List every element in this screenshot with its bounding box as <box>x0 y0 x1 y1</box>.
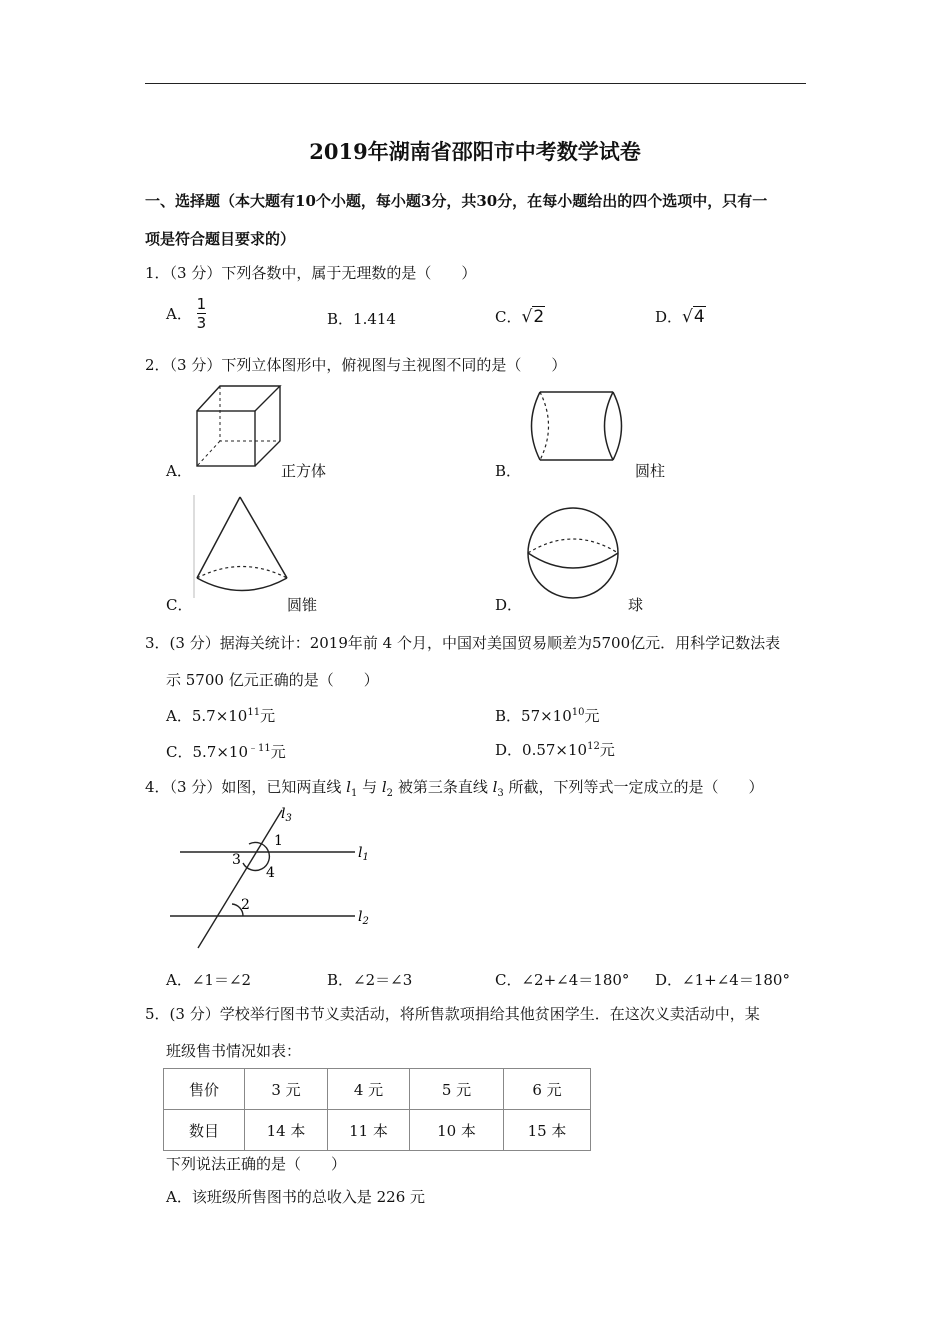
radicand: 2 <box>533 307 545 327</box>
q3-c-unit: 元 <box>270 743 286 761</box>
table-row <box>164 1069 591 1110</box>
q3-c-base: C．5.7×10 <box>166 743 248 761</box>
label-l3: $l_3$ <box>281 806 292 824</box>
q1-option-a[interactable] <box>166 296 206 331</box>
q5-stem-line1: 5．(3 分）学校举行图书节义卖活动，将所售款项捐给其他贫困学生．在这次义卖活动中，某 <box>145 1005 760 1023</box>
table-cell: 11 本 <box>328 1110 410 1151</box>
sub-1: 1 <box>350 788 358 799</box>
table-cell: 3 元 <box>245 1069 328 1110</box>
table-row <box>164 1110 591 1151</box>
q3-option-c[interactable] <box>166 739 286 762</box>
q4-stem-pre: 4．（3 分）如图，已知两直线 <box>145 778 347 796</box>
q4-option-b[interactable]: B．∠2＝∠3 <box>327 971 413 989</box>
q2-option-d-name: 球 <box>628 596 644 614</box>
fraction-numerator: 1 <box>196 295 207 313</box>
sqrt-icon: √4 <box>682 307 705 327</box>
table-cell: 数目 <box>164 1110 245 1151</box>
q3-c-exponent: ﹣11 <box>248 743 271 754</box>
section-heading-line2: 项是符合题目要求的） <box>145 230 296 248</box>
q4-option-d[interactable]: D．∠1+∠4＝180° <box>655 971 790 989</box>
q4-stem-mid2: 被第三条直线 <box>393 778 493 796</box>
q5-stem-line2: 班级售书情况如表： <box>166 1042 302 1060</box>
q2-option-d-label[interactable]: D． <box>495 596 523 614</box>
q3-stem-line2: 示 5700 亿元正确的是（ ） <box>166 671 379 689</box>
q1-stem: 1．（3 分）下列各数中，属于无理数的是（ ） <box>145 264 477 282</box>
angle-label-1: 1 <box>274 833 283 849</box>
table-cell: 15 本 <box>504 1110 591 1151</box>
table-cell: 6 元 <box>504 1069 591 1110</box>
q3-d-exponent: 12 <box>587 741 600 752</box>
q2-option-c-label[interactable]: C． <box>166 596 193 614</box>
table-cell: 4 元 <box>328 1069 410 1110</box>
q3-option-d[interactable] <box>495 739 615 760</box>
sqrt-icon: √2 <box>521 307 545 327</box>
sales-table <box>163 1068 591 1151</box>
q3-b-exponent: 10 <box>571 707 585 718</box>
radicand: 4 <box>693 307 705 327</box>
q4-stem-mid1: 与 <box>357 778 382 796</box>
angle-label-4: 4 <box>266 865 275 881</box>
q3-d-unit: 元 <box>599 741 615 759</box>
q2-option-b-name: 圆柱 <box>635 462 666 480</box>
label-l2: $l_2$ <box>358 909 369 927</box>
q3-stem-line1: 3．(3 分）据海关统计：2019年前 4 个月，中国对美国贸易顺差为5700亿元．用科学记数法表 <box>145 634 781 652</box>
q3-a-unit: 元 <box>260 707 276 725</box>
q4-stem <box>145 776 764 799</box>
section-heading-line1: 一、选择题（本大题有10个小题，每小题3分，共30分，在每小题给出的四个选项中，只有一 <box>145 192 768 210</box>
sub-3: 3 <box>497 788 504 799</box>
fraction <box>197 296 207 331</box>
q3-a-exponent: 11 <box>247 707 261 718</box>
sub-2: 2 <box>386 788 394 799</box>
q3-d-base: D．0.57×10 <box>495 741 588 759</box>
angle-label-3: 3 <box>232 852 241 868</box>
q3-b-unit: 元 <box>584 707 600 725</box>
cube-figure <box>190 383 290 473</box>
q4-option-a[interactable]: A．∠1＝∠2 <box>166 971 252 989</box>
cylinder-figure <box>525 388 635 466</box>
q2-option-a-name: 正方体 <box>281 462 327 480</box>
q5-option-a[interactable]: A．该班级所售图书的总收入是 226 元 <box>166 1188 426 1206</box>
var-l: l <box>346 778 351 796</box>
q3-b-base: B．57×10 <box>495 707 572 725</box>
label-l1: $l_1$ <box>358 845 369 863</box>
q3-option-b[interactable] <box>495 705 600 726</box>
q4-option-c[interactable]: C．∠2+∠4＝180° <box>495 971 630 989</box>
q3-option-a[interactable] <box>166 705 275 726</box>
q1-option-d[interactable] <box>655 306 706 327</box>
var-l: l <box>492 778 498 796</box>
q2-option-b-label[interactable]: B． <box>495 462 522 480</box>
q2-stem: 2．（3 分）下列立体图形中，俯视图与主视图不同的是（ ） <box>145 356 567 374</box>
cone-figure <box>190 493 300 608</box>
table-cell: 10 本 <box>410 1110 504 1151</box>
q2-option-c-name: 圆锥 <box>287 596 318 614</box>
table-cell: 售价 <box>164 1069 245 1110</box>
q3-a-base: A．5.7×10 <box>166 707 248 725</box>
q1-option-a-label: A． <box>166 305 192 323</box>
page-title: 2019年湖南省邵阳市中考数学试卷 <box>309 139 641 164</box>
q1-option-c-label: C． <box>495 308 522 326</box>
q2-option-a-label[interactable]: A． <box>166 462 192 480</box>
table-cell: 14 本 <box>245 1110 328 1151</box>
q1-option-c[interactable] <box>495 306 545 327</box>
q5-prompt: 下列说法正确的是（ ） <box>166 1155 347 1173</box>
header-rule <box>145 83 806 84</box>
q4-stem-post: 所截，下列等式一定成立的是（ ） <box>503 778 764 796</box>
parallel-lines-figure <box>170 800 390 955</box>
q1-option-b[interactable]: B．1.414 <box>327 310 396 328</box>
sphere-figure <box>525 505 625 605</box>
table-cell: 5 元 <box>410 1069 504 1110</box>
fraction-denominator: 3 <box>196 314 207 332</box>
q1-option-d-label: D． <box>655 308 683 326</box>
var-l: l <box>381 778 387 796</box>
angle-label-2: 2 <box>241 897 250 913</box>
